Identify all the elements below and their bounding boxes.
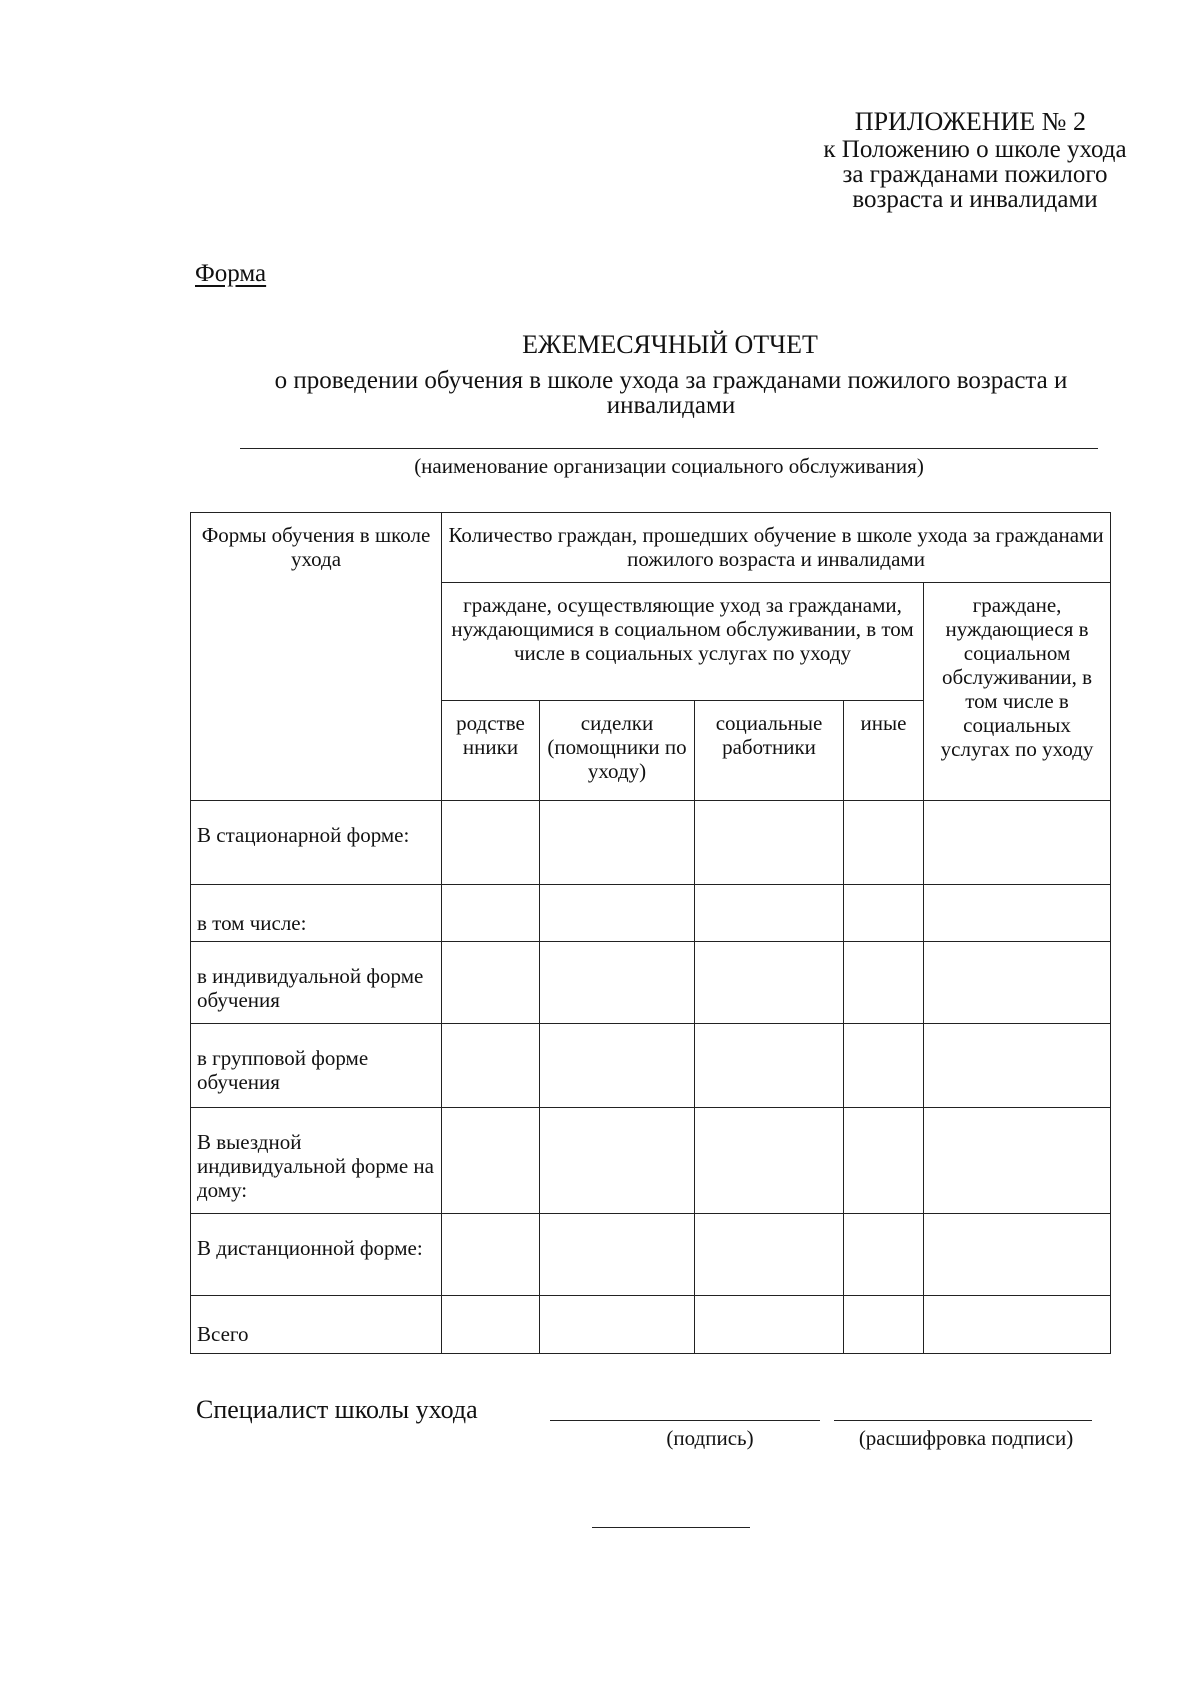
table-cell[interactable] — [540, 1024, 695, 1108]
table-cell[interactable] — [442, 942, 540, 1024]
appendix-header — [760, 108, 1190, 212]
form-label: Форма — [195, 260, 267, 287]
table-cell[interactable] — [442, 885, 540, 942]
table-cell[interactable] — [540, 1296, 695, 1354]
appendix-line-1: к Положению о школе ухода — [823, 136, 1127, 163]
table-cell[interactable] — [540, 801, 695, 885]
appendix-line-2: за гражданами пожилого — [842, 161, 1108, 188]
table-cell[interactable] — [695, 1108, 844, 1214]
header-other: иные — [844, 701, 924, 801]
table-cell[interactable] — [540, 1108, 695, 1214]
header-needing: граждане, нуждающиеся в социальном обслуживании, в том числе в социальных услугах по уходу — [924, 583, 1111, 801]
row-label: в том числе: — [191, 885, 442, 942]
table-cell[interactable] — [924, 1214, 1111, 1296]
org-name-line[interactable] — [240, 448, 1098, 449]
end-divider — [592, 1527, 750, 1528]
table-cell[interactable] — [695, 1296, 844, 1354]
table-cell[interactable] — [695, 801, 844, 885]
table-cell[interactable] — [695, 942, 844, 1024]
table-cell[interactable] — [924, 885, 1111, 942]
table-cell[interactable] — [540, 885, 695, 942]
table-cell[interactable] — [540, 1214, 695, 1296]
row-label: В дистанционной форме: — [191, 1214, 442, 1296]
header-relatives: родстве нники — [442, 701, 540, 801]
table-row — [191, 1214, 1111, 1296]
header-count: Количество граждан, прошедших обучение в школе ухода за гражданами пожилого возраста и инвалидами — [442, 513, 1111, 583]
signer-title: Специалист школы ухода — [196, 1395, 478, 1424]
row-label: Всего — [191, 1296, 442, 1354]
row-label: В выездной индивидуальной форме на дому: — [191, 1108, 442, 1214]
table-cell[interactable] — [442, 1108, 540, 1214]
table-cell[interactable] — [442, 1214, 540, 1296]
table-cell[interactable] — [844, 801, 924, 885]
table-cell[interactable] — [844, 885, 924, 942]
header-caregivers: граждане, осуществляющие уход за гражданами, нуждающимися в социальном обслуживании, в том числе в социальных услугах по уходу — [442, 583, 924, 701]
table-cell[interactable] — [695, 885, 844, 942]
signature-line[interactable] — [550, 1420, 820, 1421]
table-cell[interactable] — [924, 801, 1111, 885]
table-row — [191, 1024, 1111, 1108]
table-cell[interactable] — [695, 1214, 844, 1296]
signature-decode-caption: (расшифровка подписи) — [858, 1426, 1074, 1450]
appendix-line-3: возраста и инвалидами — [852, 186, 1098, 213]
table-cell[interactable] — [844, 1214, 924, 1296]
table-cell[interactable] — [844, 1024, 924, 1108]
table-cell[interactable] — [924, 1024, 1111, 1108]
table-cell[interactable] — [442, 1296, 540, 1354]
table-cell[interactable] — [442, 1024, 540, 1108]
table-cell[interactable] — [442, 801, 540, 885]
table-row — [191, 1108, 1111, 1214]
table-row — [191, 1296, 1111, 1354]
table-row — [191, 942, 1111, 1024]
table-cell[interactable] — [844, 942, 924, 1024]
row-label: В стационарной форме: — [191, 801, 442, 885]
table-cell[interactable] — [695, 1024, 844, 1108]
table-row — [191, 801, 1111, 885]
table-cell[interactable] — [844, 1296, 924, 1354]
report-table — [190, 512, 1111, 1354]
table-row — [191, 885, 1111, 942]
org-name-caption: (наименование организации социального обслуживания) — [414, 454, 924, 478]
signature-decode-line[interactable] — [834, 1420, 1092, 1421]
table-cell[interactable] — [924, 1296, 1111, 1354]
row-label: в индивидуальной форме обучения — [191, 942, 442, 1024]
appendix-title: ПРИЛОЖЕНИЕ № 2 — [854, 107, 1086, 136]
table-cell[interactable] — [844, 1108, 924, 1214]
table-cell[interactable] — [924, 942, 1111, 1024]
row-label: в групповой форме обучения — [191, 1024, 442, 1108]
header-social-workers: социальные работники — [695, 701, 844, 801]
report-title: ЕЖЕМЕСЯЧНЫЙ ОТЧЕТ — [522, 330, 818, 359]
header-nurses: сиделки (помощники по уходу) — [540, 701, 695, 801]
signature-caption: (подпись) — [666, 1426, 754, 1450]
report-subtitle: о проведении обучения в школе ухода за гражданами пожилого возраста и инвалидами — [274, 367, 1068, 419]
header-forms: Формы обучения в школе ухода — [191, 513, 442, 801]
table-cell[interactable] — [924, 1108, 1111, 1214]
table-cell[interactable] — [540, 942, 695, 1024]
